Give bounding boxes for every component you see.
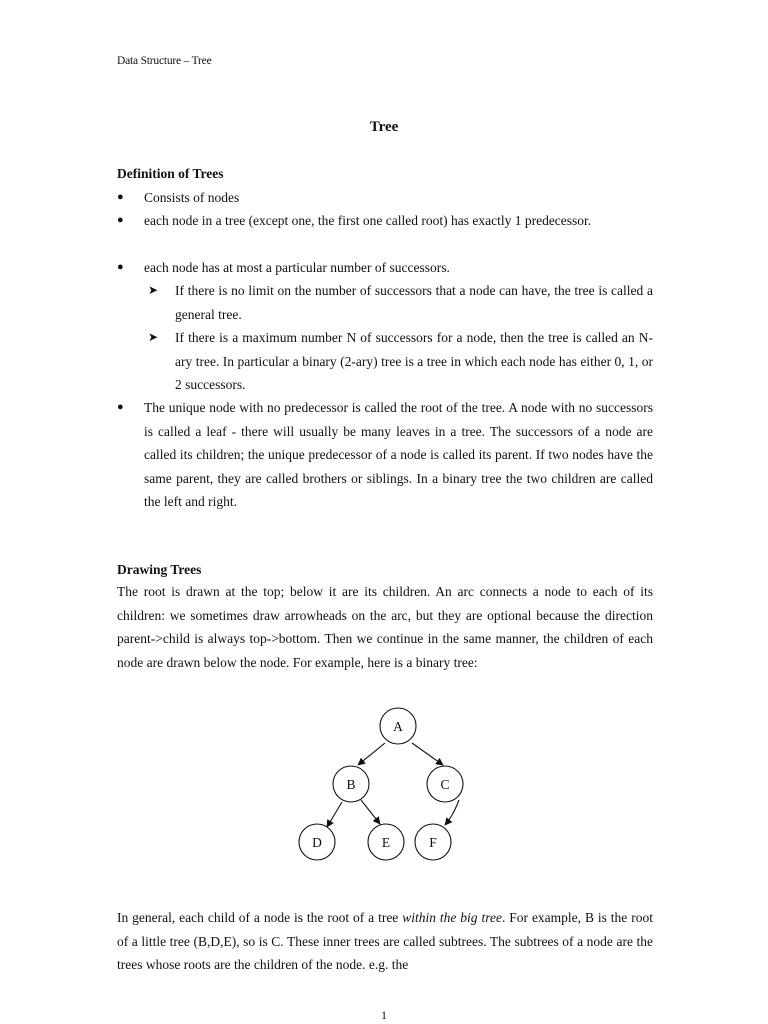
sub-list-item-text: If there is no limit on the number of successors that a node can have, the tree is called a general tree.: [175, 283, 653, 322]
bullet-icon: ●: [117, 261, 124, 273]
subtrees-text-end: . For example, B is the root of a little tree (B,D,E), so is C. These inner trees are called subtrees. The subtrees of a node are the trees whose roots are the children of the node. e.g. the: [117, 910, 653, 972]
tree-node-label: D: [312, 835, 322, 850]
tree-node-label: A: [393, 719, 403, 734]
list-item-text: The unique node with no predecessor is called the root of the tree. A node with no successors is called a leaf - there will usually be many leaves in a tree. The successors of a node are called its children; the unique predecessor of a node is called its parent. If two nodes have the same parent, they are called brothers or siblings. In a binary tree the two children are called the left and right.: [144, 400, 653, 509]
binary-tree-diagram: [290, 700, 480, 870]
subtrees-italic-text: within the big tree: [402, 910, 502, 925]
running-header: Data Structure – Tree: [117, 55, 212, 67]
tree-node-label: B: [346, 777, 356, 792]
drawing-trees-paragraph: The root is drawn at the top; below it are its children. An arc connects a node to each of its children: we sometimes draw arrowheads on the arc, but they are optional because the direction parent->child is always top->bottom. Then we continue in the same manner, the children of each node are drawn below the node. For example, here is a binary tree:: [117, 584, 653, 670]
page-title: Tree: [369, 119, 399, 135]
subtrees-paragraph: [117, 906, 653, 977]
bullet-icon: ●: [117, 214, 124, 226]
page-number: 1: [381, 1008, 387, 1022]
bullet-icon: ●: [117, 191, 124, 203]
tree-node-label: E: [381, 835, 391, 850]
edge-a-c: [412, 743, 443, 765]
edge-b-d: [327, 802, 342, 827]
edge-a-b: [358, 743, 385, 765]
list-item-text: Consists of nodes: [144, 190, 240, 205]
list-item-text: each node in a tree (except one, the first one called root) has exactly 1 predecessor.: [144, 213, 592, 228]
arrow-bullet-icon: ➤: [148, 283, 159, 297]
bullet-icon: ●: [117, 401, 124, 413]
sub-list-item-text: If there is a maximum number N of successors for a node, then the tree is called an N-ary tree. In particular a binary (2-ary) tree is a tree in which each node has either 0, 1, or 2 successors.: [175, 330, 653, 392]
tree-node-label: C: [440, 777, 450, 792]
edge-b-e: [361, 800, 380, 824]
edge-c-f: [445, 800, 459, 825]
subtrees-text-start: In general, each child of a node is the root of a tree: [117, 910, 403, 925]
list-item: [117, 209, 653, 233]
sub-list-item: [148, 326, 653, 397]
arrow-bullet-icon: ➤: [148, 330, 159, 344]
list-item-text: each node has at most a particular number of successors.: [144, 260, 450, 275]
tree-node-label: F: [429, 835, 437, 850]
sub-list-item: [148, 279, 653, 326]
list-item: [117, 396, 653, 514]
definition-heading: Definition of Trees: [117, 166, 224, 181]
list-item: [117, 256, 653, 280]
list-item: [117, 186, 653, 210]
drawing-trees-heading: Drawing Trees: [117, 562, 202, 577]
